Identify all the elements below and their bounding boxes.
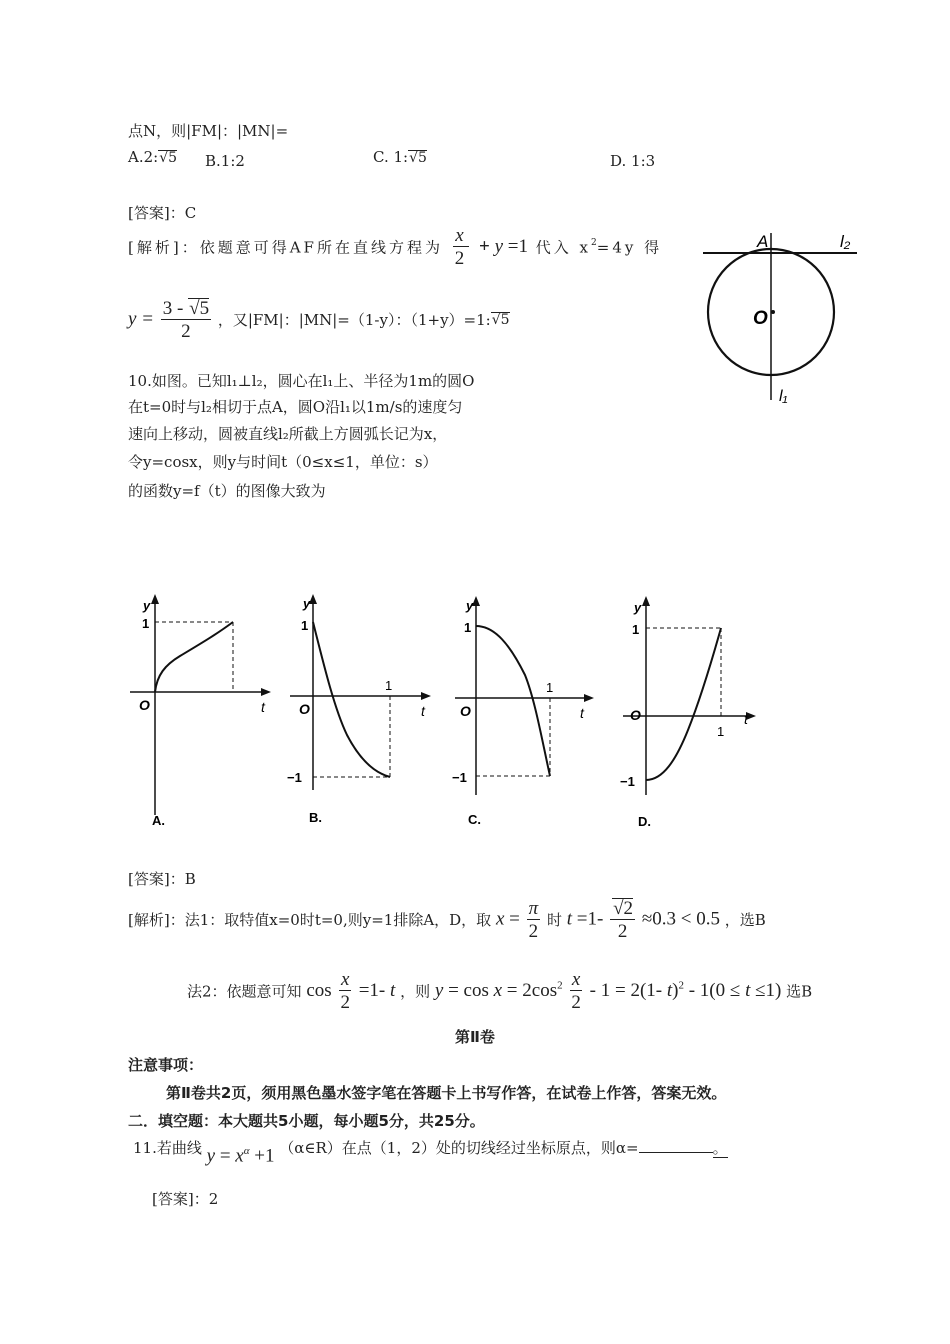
svg-text:1: 1	[546, 680, 554, 695]
q11-answer-blank	[639, 1137, 713, 1153]
q10-line-4: 令y=cosx，则y与时间t（0≤x≤1，单位：s）	[128, 453, 438, 471]
svg-text:O: O	[460, 703, 471, 719]
graph-b	[285, 590, 445, 830]
center-point	[771, 310, 775, 314]
svg-text:y: y	[303, 596, 311, 611]
graph-a	[125, 590, 285, 830]
svg-text:1: 1	[301, 618, 309, 633]
notice-label: 注意事项：	[128, 1056, 204, 1074]
svg-text:y: y	[466, 598, 474, 613]
svg-text:t: t	[261, 699, 265, 715]
q9-option-a: A.2:√5	[128, 148, 178, 166]
graph-c-label: C.	[468, 812, 481, 827]
q10-line-3: 速向上移动，圆被直线l₂所截上方圆弧长记为x，	[128, 425, 448, 443]
fraction-x-over-2: $\frac{x}{2}$	[454, 225, 468, 269]
q10-line-5: 的函数y=f（t）的图像大致为	[128, 482, 326, 500]
svg-text:t: t	[580, 705, 584, 721]
graph-d	[618, 590, 778, 830]
svg-text:1: 1	[464, 620, 472, 635]
label-o: O	[753, 308, 768, 329]
q11-answer: [答案]：2	[152, 1190, 219, 1208]
q9-answer: [答案]：C	[128, 204, 197, 222]
label-l1: l₁	[779, 388, 788, 405]
graph-a-label: A.	[152, 813, 165, 828]
q9-option-b: B.1:2	[205, 152, 245, 170]
q10-method-2: 法2：依题意可知 cos $\frac{x}{2}$ =1- t ，则 $y = \cos x = 2\cos^2$ $\frac{x}{2}$ - 1 = 2(1- t)$^2$ - 1(0 ≤ t ≤1) 选B	[187, 969, 813, 1013]
label-l2: l₂	[840, 232, 851, 251]
svg-text:−1: −1	[620, 774, 635, 789]
label-a: A	[757, 232, 769, 251]
q10-answer: [答案]：B	[128, 870, 196, 888]
svg-text:1: 1	[632, 622, 640, 637]
svg-text:y: y	[143, 598, 151, 613]
svg-text:O: O	[630, 707, 641, 723]
part2-heading: 二．填空题：本大题共5小题，每小题5分，共25分。	[128, 1112, 485, 1130]
svg-text:−1: −1	[452, 770, 467, 785]
svg-text:t: t	[421, 703, 425, 719]
q11-text: 11.若曲线 $y = x^\alpha +1$ （α∈R）在点（1，2）处的切线经过坐标原点，则α= 。	[133, 1139, 728, 1167]
q9-option-c: C. 1:√5	[373, 148, 427, 166]
q10-line-2: 在t=0时与l₂相切于点A，圆O沿l₁以1m/s的速度匀	[128, 398, 463, 416]
graph-d-label: D.	[638, 814, 651, 829]
q9-option-d: D. 1:3	[610, 152, 656, 170]
section-title: 第Ⅱ卷	[455, 1028, 495, 1046]
notice-text: 第Ⅱ卷共2页，须用黑色墨水签字笔在答题卡上书写作答，在试卷上作答，答案无效。	[166, 1084, 727, 1102]
svg-text:O: O	[299, 701, 310, 717]
svg-text:−1: −1	[287, 770, 302, 785]
svg-text:y: y	[634, 600, 642, 615]
svg-text:1: 1	[385, 678, 393, 693]
q9-analysis: [解析]：依题意可得AF所在直线方程为 $\frac{x}{2}$ + y =1 代入 $x^2=4y$ 得	[128, 225, 663, 269]
q9-y-equation: y = $\frac{3 - √5}{2}$ ，又|FM|：|MN|=（1-y）：（1+y）=1:√5	[128, 298, 510, 342]
q10-line-1: 10.如图。已知l₁⊥l₂，圆心在l₁上、半径为1m的圆O	[128, 372, 475, 390]
q9-tail-text: 点N，则|FM|：|MN|=	[128, 122, 289, 140]
q10-method-1: [解析]：法1：取特值x=0时t=0,则y=1排除A，D，取 x = $\frac{\pi}{2}$ 时 t =1- $\frac{√2}{2}$ ≈0.3 < 0.5 ，选B	[128, 897, 766, 942]
graph-b-label: B.	[309, 810, 322, 825]
svg-text:1: 1	[717, 724, 725, 739]
graph-c	[450, 590, 610, 830]
svg-text:O: O	[139, 697, 150, 713]
svg-text:1: 1	[142, 616, 150, 631]
svg-text:t: t	[744, 711, 748, 727]
circle-figure	[695, 225, 865, 410]
